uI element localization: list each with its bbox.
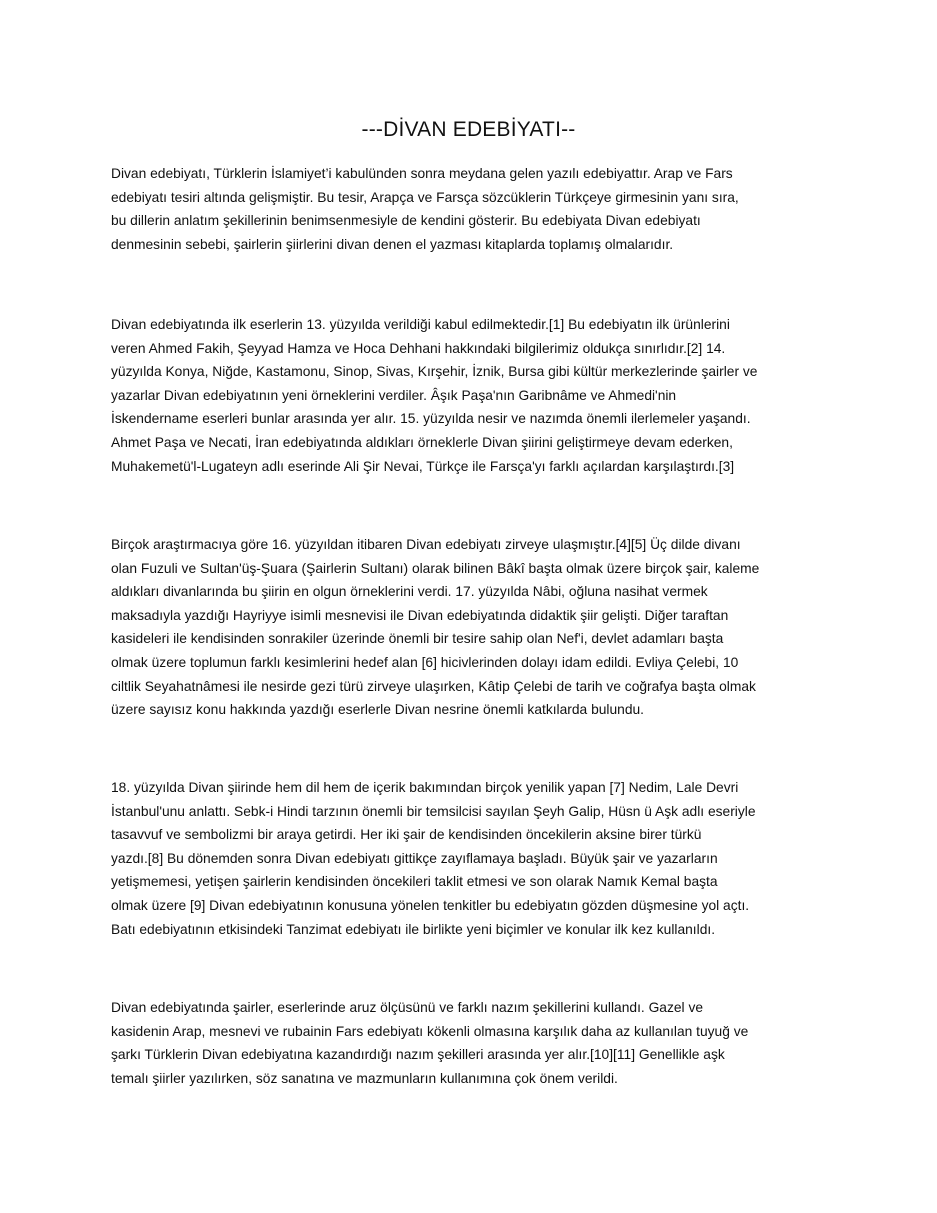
paragraph-1	[111, 162, 841, 256]
text-line: Birçok araştırmacıya göre 16. yüzyıldan itibaren Divan edebiyatı zirveye ulaşmıştır.[4][5] Üç dilde divanı	[111, 537, 741, 552]
text-line: Ahmet Paşa ve Necati, İran edebiyatında aldıkları örneklerle Divan şiirini geliştirmeye devam ederken,	[111, 434, 733, 450]
text-line: kasidenin Arap, mesnevi ve rubainin Fars edebiyatı kökenli olmasına karşılık daha az kullanılan tuyuğ ve	[111, 1023, 749, 1039]
text-line: Batı edebiyatının etkisindeki Tanzimat edebiyatı ile birlikte yeni biçimler ve konular ilk kez kullanıldı.	[111, 921, 716, 937]
text-line: Divan edebiyatında şairler, eserlerinde aruz ölçüsünü ve farklı nazım şekillerini kullandı. Gazel ve	[111, 1000, 704, 1015]
paragraph-2	[111, 313, 841, 478]
paragraph-3	[111, 533, 841, 722]
text-line: edebiyatı tesiri altında gelişmiştir. Bu tesir, Arapça ve Farsça sözcüklerin Türkçeye girmesinin yanı sıra,	[111, 189, 739, 205]
text-line: olmak üzere toplumun farklı kesimlerini hedef alan [6] hicivlerinden dolayı idam edildi. Evliya Çelebi, 10	[111, 654, 739, 670]
document-title: ---DİVAN EDEBİYATI--	[361, 118, 576, 141]
text-line: şarkı Türklerin Divan edebiyatına kazandırdığı nazım şekilleri arasında yer alır.[10][11] Genellikle aşk	[111, 1047, 725, 1063]
text-line: temalı şiirler yazılırken, söz sanatına ve mazmunların kullanımına çok önem verildi.	[111, 1070, 618, 1086]
text-line: İskendername eserleri bunlar arasında yer alır. 15. yüzyılda nesir ve nazımda önemli ilerlemeler yaşandı.	[111, 411, 751, 427]
text-line: yetişmemesi, yetişen şairlerin kendisinden öncekileri taklit etmesi ve son olarak Namık Kemal başta	[111, 874, 718, 890]
text-line: İstanbul'unu anlattı. Sebk-i Hindi tarzının önemli bir temsilcisi sayılan Şeyh Galip, Hüsn ü Aşk adlı eseriyle	[111, 803, 756, 819]
text-line: veren Ahmed Fakih, Şeyyad Hamza ve Hoca Dehhani hakkındaki bilgilerimiz oldukça sınırlıdır.[2] 14.	[111, 340, 726, 356]
text-line: olan Fuzuli ve Sultan'üş-Şuara (Şairlerin Sultanı) olarak bilinen Bâkî başta olmak üzere birçok şair, kaleme	[111, 560, 760, 576]
text-line: aldıkları divanlarında bu şiirin en olgun örneklerini verdi. 17. yüzyılda Nâbi, oğluna nasihat vermek	[111, 584, 708, 600]
text-line: üzere sayısız konu hakkında yazdığı eserlerle Divan nesrine önemli katkılarda bulundu.	[111, 702, 645, 718]
text-line: yüzyılda Konya, Niğde, Kastamonu, Sinop, Sivas, Kırşehir, İznik, Bursa gibi kültür merkezlerinde şairler ve	[111, 364, 758, 380]
text-line: maksadıyla yazdığı Hayriyye isimli mesnevisi ile Divan edebiyatında didaktik şiir gelişti. Diğer taraftan	[111, 607, 729, 623]
text-line: Divan edebiyatında ilk eserlerin 13. yüzyılda verildiği kabul edilmektedir.[1] Bu edebiyatın ilk ürünlerini	[111, 317, 730, 332]
text-line: Muhakemetü'l-Lugateyn adlı eserinde Ali Şir Nevai, Türkçe ile Farsça'yı farklı açılardan karşılaştırdı.[3]	[111, 458, 735, 474]
text-line: bu dillerin anlatım şekillerinin benimsenmesiyle de kendini gösterir. Bu edebiyata Divan edebiyatı	[111, 213, 701, 229]
text-line: ciltlik Seyahatnâmesi ile nesirde gezi türü zirveye ulaşırken, Kâtip Çelebi de tarih ve coğrafya başta olmak	[111, 678, 756, 694]
text-line: tasavvuf ve sembolizmi bir araya getirdi. Her iki şair de kendisinden öncekilerin aksine birer türkü	[111, 827, 702, 843]
text-line: yazarlar Divan edebiyatının yeni örneklerini verdiler. Âşık Paşa'nın Garibnâme ve Ahmedi'nin	[111, 387, 677, 403]
text-line: kasideleri ile kendisinden sonrakiler üzerinde önemli bir tesire sahip olan Nef'i, devlet adamları başta	[111, 631, 724, 647]
text-line: 18. yüzyılda Divan şiirinde hem dil hem de içerik bakımından birçok yenilik yapan [7] Nedim, Lale Devri	[111, 780, 739, 795]
paragraph-4	[111, 776, 841, 941]
text-line: denmesinin sebebi, şairlerin şiirlerini divan denen el yazması kitaplarda toplamış olmalarıdır.	[111, 236, 674, 252]
text-line: olmak üzere [9] Divan edebiyatının konusuna yönelen tenkitler bu edebiyatın gözden düşmesine yol açtı.	[111, 897, 750, 913]
text-line: Divan edebiyatı, Türklerin İslamiyet’i kabulünden sonra meydana gelen yazılı edebiyattır. Arap ve Fars	[111, 166, 733, 181]
paragraph-5	[111, 996, 841, 1090]
text-line: yazdı.[8] Bu dönemden sonra Divan edebiyatı gittikçe zayıflamaya başladı. Büyük şair ve yazarların	[111, 850, 718, 866]
